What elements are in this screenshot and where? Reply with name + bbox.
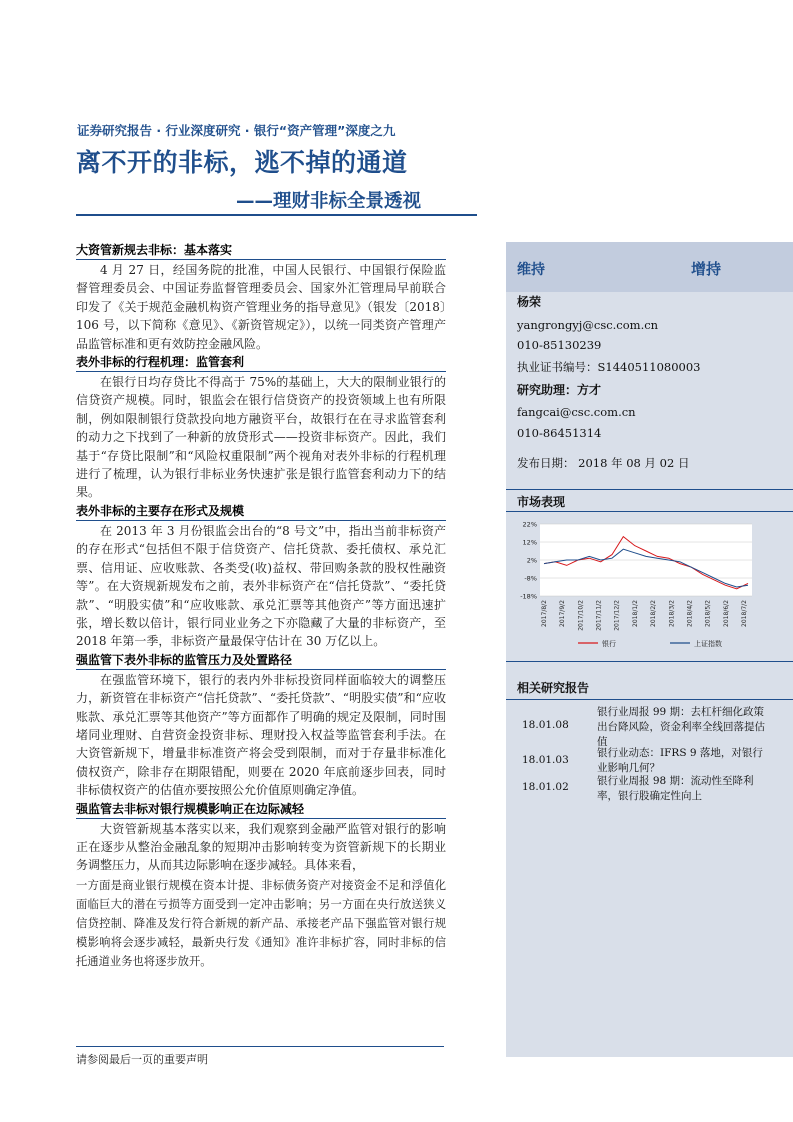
- sidebar-divider: [506, 489, 793, 490]
- assistant-label: 研究助理：方才: [517, 383, 602, 397]
- section-heading: 表外非标的行程机理：监管套利: [76, 354, 446, 372]
- x-tick-label: 2017/10/2: [577, 600, 585, 631]
- y-tick-label: 12%: [522, 538, 537, 547]
- report-title-link[interactable]: 银行业周报 98 期：流动性至降利率，银行股确定性向上: [597, 775, 754, 802]
- section-paragraph: 4 月 27 日，经国务院的批准，中国人民银行、中国银行保险监督管理委员会、中国证券监督管理委员会、国家外汇管理局早前联合印发了《关于规范金融机构资产管理业务的指导意见》（银发〔2018〕106 号，以下简称《意见》、《新资管规定》），以统一同类资产管理产品监管标准和更有效防控金融风险。: [76, 263, 446, 351]
- section-paragraph: 在银行日均存贷比不得高于 75%的基础上，大大的限制业银行的信贷资产规模。同时，银监会在银行信贷资产的投资领域上也有所限制，例如限制银行贷款投向地方融资平台，故银行在在寻求监管套利的动力之下找到了一种新的放贷形式——投资非标资产。因此，我们基于“存贷比限制”和“风险权重限制”两个视角对表外非标的行程机理进行了梳理，认为银行非标业务快速扩张是银行监管套利动力下的结果。: [76, 375, 446, 500]
- x-tick-label: 2018/4/2: [686, 600, 694, 627]
- report-subtitle: ——理财非标全景透视: [236, 191, 422, 212]
- section-heading: 大资管新规去非标：基本落实: [76, 242, 446, 260]
- footer-notice: 请参阅最后一页的重要声明: [76, 1053, 208, 1066]
- y-tick-label: -8%: [524, 574, 537, 583]
- x-tick-label: 2018/5/2: [704, 600, 712, 627]
- market-heading: 市场表现: [517, 495, 566, 509]
- footer-divider: [76, 1046, 444, 1047]
- x-tick-label: 2017/12/2: [613, 600, 621, 631]
- report-series-label: 证券研究报告 · 行业深度研究 · 银行“资产管理”深度之九: [77, 123, 396, 138]
- rating-action: 维持: [517, 262, 545, 278]
- report-date: 18.01.03: [522, 754, 569, 766]
- report-date: 18.01.02: [522, 781, 569, 793]
- section-heading: 强监管下表外非标的监管压力及处置路径: [76, 652, 446, 670]
- section-heading: 表外非标的主要存在形式及规模: [76, 503, 446, 521]
- release-date: 发布日期： 2018 年 08 月 02 日: [517, 456, 690, 470]
- sidebar: [506, 242, 793, 1057]
- main-content: [76, 242, 446, 972]
- x-tick-label: 2018/3/2: [668, 600, 676, 627]
- y-tick-label: 2%: [526, 556, 537, 565]
- section-heading: 强监管去非标对银行规模影响正在边际减轻: [76, 801, 446, 819]
- report-title-link[interactable]: 银行业周报 99 期：去杠杆细化政策出台降风险，资金利率全线回落提估值: [597, 706, 765, 748]
- assistant-email[interactable]: fangcai@csc.com.cn: [517, 405, 636, 419]
- sidebar-divider: [506, 699, 793, 700]
- rating-value: 增持: [691, 260, 722, 278]
- analyst-name: 杨荣: [517, 295, 542, 309]
- x-tick-label: 2017/11/2: [595, 600, 603, 631]
- assistant-phone: 010-86451314: [517, 426, 602, 440]
- x-tick-label: 2018/2/2: [650, 600, 658, 627]
- x-tick-label: 2017/9/2: [559, 600, 567, 627]
- section-paragraph: 在强监管环境下，银行的表内外非标投资同样面临较大的调整压力，新资管在非标资产“信托贷款”、“委托贷款”、“明股实债”和“应收账款、承兑汇票等其他资产”等方面都作了明确的规定及限制，同时围堵同业理财、自营资金投资非标、理财投入权益等监管套利手法。在大资管新规下，增量非标准资产将会受到限制，而对于存量非标准化债权资产，除非存在期限错配，则要在 2020 年底前逐步回表，同时非标债权资产的估值亦要按照公允价值原则确定净值。: [76, 672, 446, 798]
- sidebar-divider: [506, 511, 793, 512]
- legend-label: 银行: [602, 640, 616, 648]
- section-paragraph: 一方面是商业银行规模在资本计提、非标债务资产对接资金不足和浮值化面临巨大的潜在亏损等方面受到一定冲击影响；另一方面在央行放送狭义信贷控制、降准及发行符合新规的新产品、承接老产品下强监管对银行规模影响将会逐步减轻，最新央行发《通知》准许非标扩容，同时非标的信托通道业务也将逐步放开。: [76, 878, 446, 968]
- section-paragraph: 大资管新规基本落实以来，我们观察到金融严监管对银行的影响正在逐步从整治金融乱象的短期冲击影响转变为资管新规下的长期业务调整压力，从而其边际影响在逐步减轻。具体来看，: [76, 821, 446, 873]
- report-date: 18.01.08: [522, 719, 569, 731]
- x-tick-label: 2017/8/2: [541, 600, 548, 627]
- y-tick-label: -18%: [520, 592, 537, 601]
- header-divider: [76, 214, 477, 216]
- analyst-cert: 执业证书编号：S1440511080003: [517, 360, 701, 374]
- related-heading: 相关研究报告: [517, 681, 590, 695]
- market-performance-chart: [514, 514, 784, 654]
- section-paragraph: 在 2013 年 3 月份银监会出台的“8 号文”中，指出当前非标资产的存在形式“包括但不限于信贷资产、信托贷款、委托债权、承兑汇票、信用证、应收账款、各类受(收)益权、带回购条款的股权性融资等”。在大资规新规发布之前，表外非标资产在“信托贷款”、“委托贷款”、“明股实债”和“应收账款、承兑汇票等其他资产”等方面迅速扩张，增长数以倍计，银行同业业务之下亦隐藏了大量的非标资产，至 2018 年第一季，非标资产量最保守估计在 30 万亿以上。: [76, 523, 446, 649]
- x-tick-label: 2018/6/2: [722, 600, 730, 627]
- x-tick-label: 2018/1/2: [631, 600, 639, 627]
- analyst-email[interactable]: yangrongyj@csc.com.cn: [517, 318, 659, 332]
- x-tick-label: 2018/7/2: [741, 600, 748, 627]
- y-tick-label: 22%: [522, 520, 537, 529]
- rating-band: [506, 242, 793, 292]
- report-title-link[interactable]: 银行业动态：IFRS 9 落地，对银行业影响几何？: [597, 747, 763, 774]
- analyst-phone: 010-85130239: [517, 338, 602, 352]
- sidebar-divider: [506, 661, 793, 662]
- legend-label: 上证指数: [694, 640, 722, 648]
- report-title: 离不开的非标，逃不掉的通道: [76, 148, 408, 177]
